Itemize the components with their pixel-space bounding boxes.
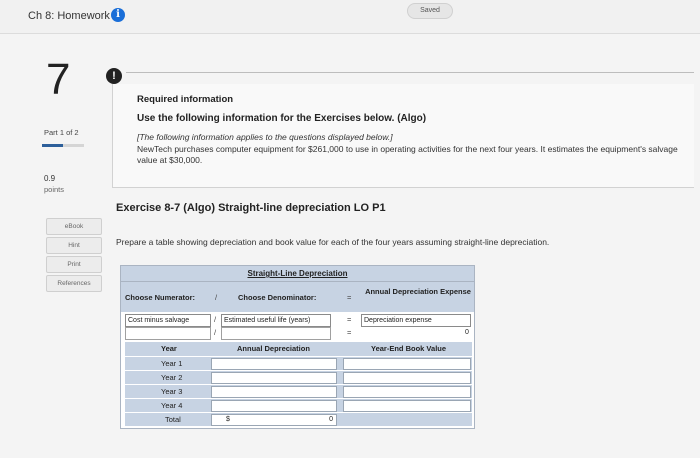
required-body: NewTech purchases computer equipment for $261,000 to use in operating activities for the next four years. It estimates the equipment's salvage value at $30,000. xyxy=(137,144,678,165)
table-row xyxy=(125,384,472,398)
year-label: Year 2 xyxy=(161,373,183,382)
annual-depreciation-input[interactable] xyxy=(211,400,337,412)
table-row xyxy=(125,398,472,412)
part-progress-bar xyxy=(42,144,84,147)
references-button[interactable]: References xyxy=(46,275,102,292)
top-bar xyxy=(0,0,700,34)
total-depreciation-value: 0 xyxy=(329,416,333,423)
required-information-panel xyxy=(112,84,694,188)
table-row xyxy=(125,356,472,370)
total-label: Total xyxy=(165,415,181,424)
year-table-header xyxy=(125,342,472,356)
table-row-total xyxy=(125,412,472,426)
total-depreciation-cell xyxy=(211,414,337,426)
divide-symbol: / xyxy=(215,293,218,302)
part-label: Part 1 of 2 xyxy=(44,128,79,137)
required-note: [The following information applies to the questions displayed below.] xyxy=(137,132,393,142)
book-value-input[interactable] xyxy=(343,358,471,370)
annual-depreciation-input[interactable] xyxy=(211,386,337,398)
assignment-title: Ch 8: Homework xyxy=(28,10,110,22)
table-header: Straight-Line Depreciation xyxy=(121,266,474,281)
exercise-prompt: Prepare a table showing depreciation and book value for each of the four years assuming straight-line depreciation. xyxy=(116,237,550,247)
book-value-input[interactable] xyxy=(343,372,471,384)
book-value-column-header: Year-End Book Value xyxy=(371,344,447,353)
annual-depreciation-input[interactable] xyxy=(211,372,337,384)
equals-symbol: = xyxy=(347,328,352,337)
year-column-header: Year xyxy=(161,344,177,353)
print-button[interactable]: Print xyxy=(46,256,102,273)
ebook-button[interactable]: eBook xyxy=(46,218,102,235)
divider xyxy=(126,72,694,73)
required-title: Required information xyxy=(137,94,234,105)
numerator-label: Choose Numerator: xyxy=(125,293,196,302)
year-label: Year 3 xyxy=(161,387,183,396)
required-subtitle: Use the following information for the Exercises below. (Algo) xyxy=(137,113,427,124)
total-dollar-sign: $ xyxy=(226,416,230,423)
denominator-select[interactable]: Estimated useful life (years) xyxy=(221,314,331,327)
year-label: Year 4 xyxy=(161,401,183,410)
divide-symbol: / xyxy=(214,315,217,324)
alert-icon: ! xyxy=(106,68,122,84)
formula-label-row xyxy=(121,281,474,312)
book-value-input[interactable] xyxy=(343,386,471,398)
denominator-label: Choose Denominator: xyxy=(238,293,317,302)
points-label: points xyxy=(44,185,65,194)
equals-symbol: = xyxy=(347,315,352,324)
info-icon[interactable]: i xyxy=(111,8,125,22)
hint-button[interactable]: Hint xyxy=(46,237,102,254)
equals-symbol: = xyxy=(347,293,352,302)
numerator-select[interactable]: Cost minus salvage xyxy=(125,314,211,327)
exercise-title: Exercise 8-7 (Algo) Straight-line depreciation LO P1 xyxy=(116,202,386,214)
annual-depreciation-input[interactable] xyxy=(211,358,337,370)
year-label: Year 1 xyxy=(161,359,183,368)
annual-depreciation-column-header: Annual Depreciation xyxy=(237,344,310,353)
book-value-input[interactable] xyxy=(343,400,471,412)
numerator-input[interactable] xyxy=(125,327,211,340)
part-progress-fill xyxy=(42,144,63,147)
saved-status-badge: Saved xyxy=(407,3,453,19)
result-value: 0 xyxy=(465,329,469,336)
depreciation-table xyxy=(120,265,475,429)
question-number: 7 xyxy=(46,55,71,104)
formula-input-row xyxy=(121,312,474,340)
table-row xyxy=(125,370,472,384)
divide-symbol: / xyxy=(214,328,217,337)
result-label: Annual Depreciation Expense xyxy=(365,287,471,296)
points-value: 0.9 xyxy=(44,174,56,183)
denominator-input[interactable] xyxy=(221,327,331,340)
result-select[interactable]: Depreciation expense xyxy=(361,314,471,327)
